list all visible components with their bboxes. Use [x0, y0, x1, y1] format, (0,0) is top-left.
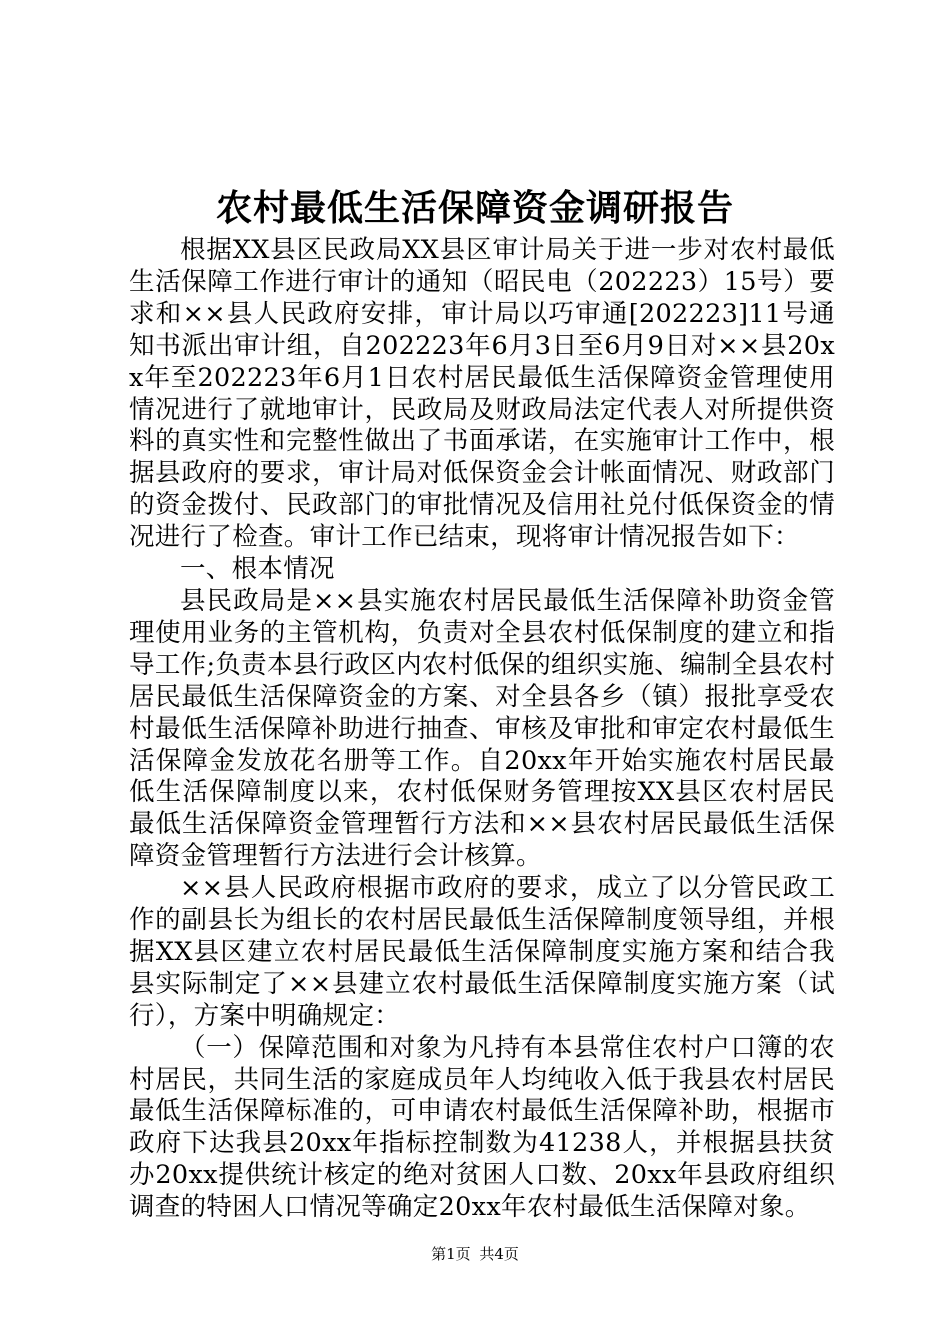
- paragraph-intro: 根据XX县区民政局XX县区审计局关于进一步对农村最低生活保障工作进行审计的通知（昭民电（202223）15号）要求和××县人民政府安排，审计局以巧审通[202223]11号通知书派出审计组，自202223年6月3日至6月9日对××县20xx年至202223年6月1日农村居民最低生活保障资金管理使用情况进行了就地审计，民政局及财政局法定代表人对所提供资料的真实性和完整性做出了书面承诺，在实施审计工作中，根据县政府的要求，审计局对低保资金会计帐面情况、财政部门的资金拨付、民政部门的审批情况及信用社兑付低保资金的情况进行了检查。审计工作已结束，现将审计情况报告如下：: [129, 235, 835, 553]
- paragraph-civil-affairs-bureau: 县民政局是××县实施农村居民最低生活保障补助资金管理使用业务的主管机构，负责对全县农村低保制度的建立和指导工作;负责本县行政区内农村低保的组织实施、编制全县农村居民最低生活保障资金的方案、对全县各乡（镇）报批享受农村最低生活保障补助进行抽查、审核及审批和审定农村最低生活保障金发放花名册等工作。自20xx年开始实施农村居民最低生活保障制度以来，农村低保财务管理按XX县区农村居民最低生活保障资金管理暂行方法和××县农村居民最低生活保障资金管理暂行方法进行会计核算。: [129, 585, 835, 872]
- document-body: [129, 235, 835, 1224]
- page-footer: [0, 1243, 950, 1265]
- page-total: 共4页: [479, 1245, 519, 1263]
- paragraph-county-government: ××县人民政府根据市政府的要求，成立了以分管民政工作的副县长为组长的农村居民最低生活保障制度领导组，并根据XX县区建立农村居民最低生活保障制度实施方案和结合我县实际制定了××县建立农村最低生活保障制度实施方案（试行），方案中明确规定：: [129, 873, 835, 1031]
- document-title: 农村最低生活保障资金调研报告: [215, 187, 734, 229]
- section-heading-basic-situation: 一、根本情况: [180, 554, 335, 585]
- page-number: 第1页: [431, 1245, 471, 1263]
- paragraph-coverage-scope: （一）保障范围和对象为凡持有本县常住农村户口簿的农村居民，共同生活的家庭成员年人均纯收入低于我县农村居民最低生活保障标准的，可申请农村最低生活保障补助，根据市政府下达我县20xx年指标控制数为41238人，并根据县扶贫办20xx提供统计核定的绝对贫困人口数、20xx年县政府组织调查的特困人口情况等确定20xx年农村最低生活保障对象。: [129, 1032, 835, 1223]
